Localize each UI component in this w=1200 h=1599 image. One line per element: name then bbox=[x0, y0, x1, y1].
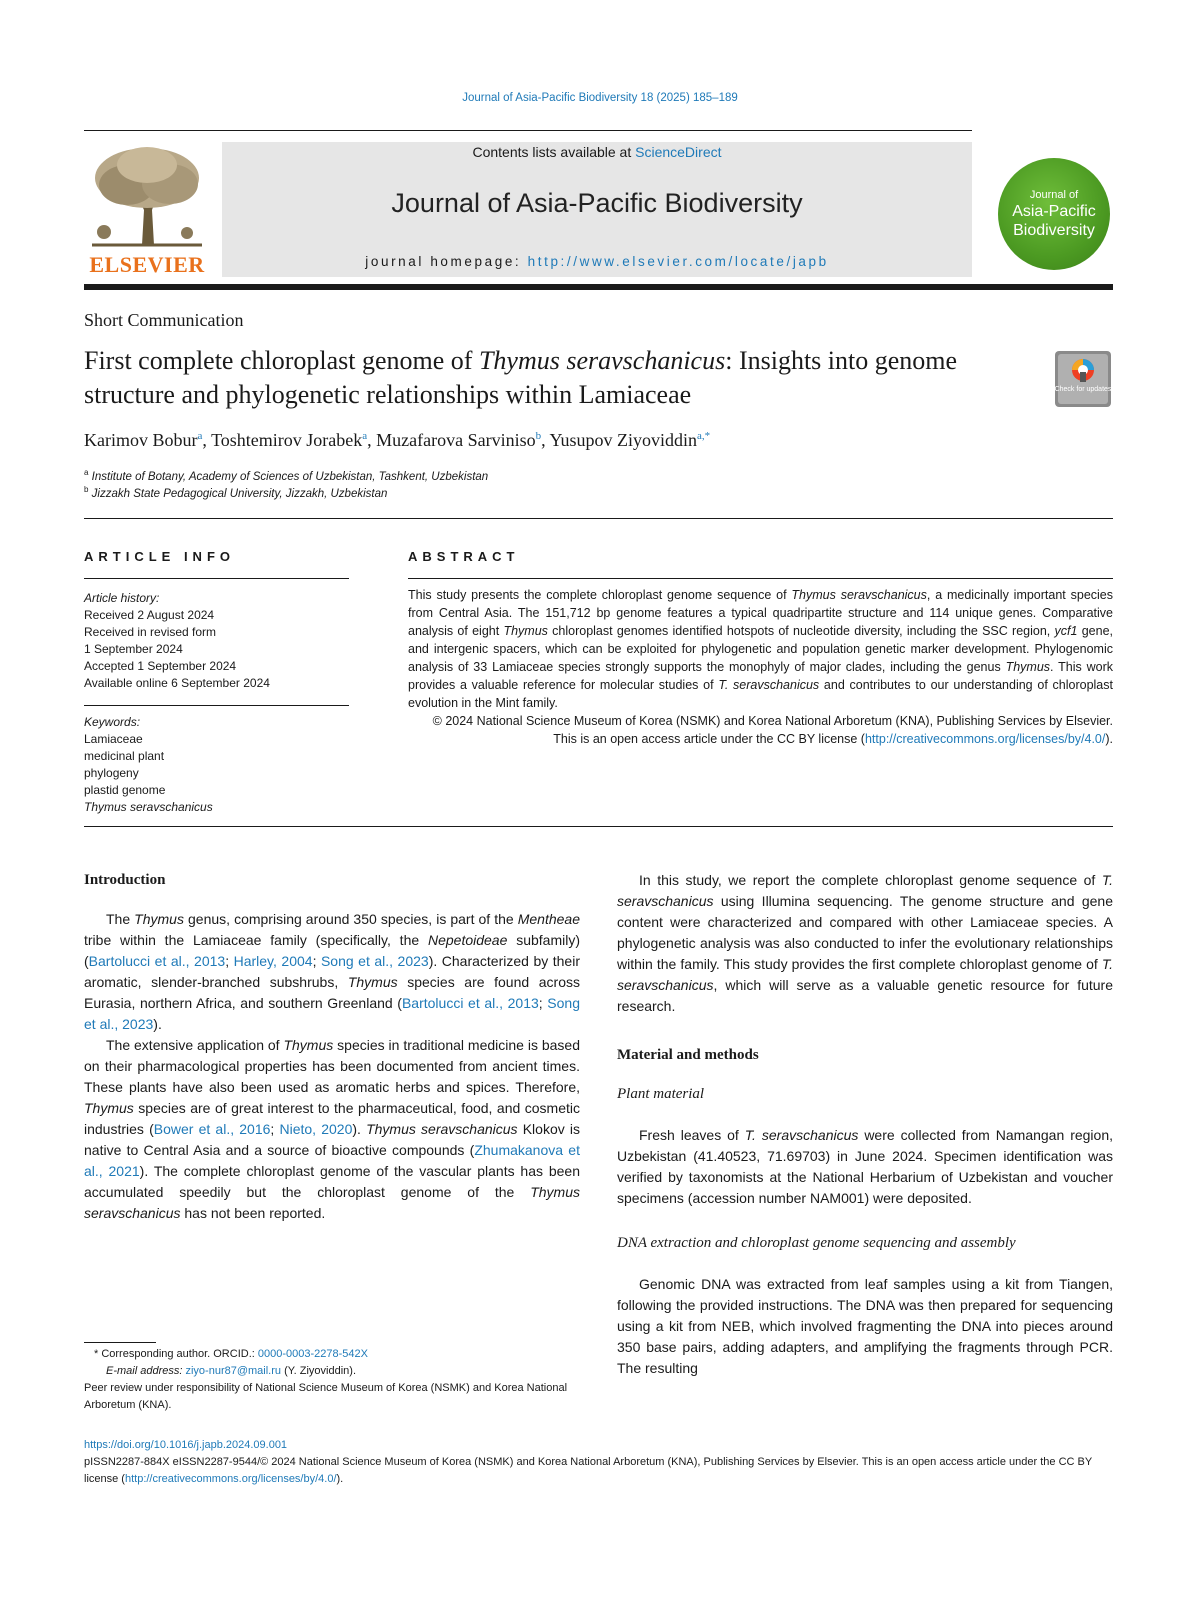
text-run: ; bbox=[270, 1121, 280, 1137]
text-run-italic: Thymus bbox=[134, 911, 184, 927]
abstract-run: chloroplast genomes identified hotspots of nucleotide diversity, including the SSC region, bbox=[547, 624, 1055, 638]
title-species: Thymus seravschanicus bbox=[478, 346, 726, 375]
introduction-heading: Introduction bbox=[84, 872, 166, 888]
license-link[interactable]: http://creativecommons.org/licenses/by/4.0/ bbox=[864, 732, 1106, 746]
article-info bbox=[84, 590, 349, 816]
orcid-link[interactable]: 0000-0003-2278-542X bbox=[257, 1348, 368, 1360]
methods-heading: Material and methods bbox=[617, 1047, 759, 1063]
title-part-1: First complete chloroplast genome of bbox=[84, 346, 479, 375]
abstract-run: and contributes to our understanding of chloroplast evolution in the Mint family. bbox=[408, 678, 1113, 710]
reference-link[interactable]: Harley, 2004 bbox=[233, 953, 313, 969]
keywords-rule bbox=[84, 705, 349, 706]
intro-paragraph-2 bbox=[84, 1035, 580, 1224]
author-name[interactable]: Yusupov Ziyoviddin bbox=[549, 430, 697, 450]
text-run: species in traditional medicine is based on their pharmacological properties has been documented from ancient times. These plants have also been used as aromatic herbs and spices. Therefore, bbox=[84, 1037, 580, 1095]
homepage-prefix: journal homepage: bbox=[365, 254, 528, 269]
abstract-rule bbox=[408, 578, 1113, 579]
abstract-run-italic: ycf1 bbox=[1054, 624, 1078, 638]
text-run-italic: T. seravschanicus bbox=[617, 872, 1113, 909]
dna-extraction-heading: DNA extraction and chloroplast genome sequencing and assembly bbox=[617, 1235, 1016, 1251]
history-item: Received 2 August 2024 bbox=[84, 608, 215, 622]
journal-homepage-line bbox=[222, 254, 972, 269]
affiliation-a bbox=[84, 468, 488, 483]
text-run-italic: Thymus seravschanicus bbox=[366, 1121, 518, 1137]
homepage-link[interactable]: http://www.elsevier.com/locate/japb bbox=[527, 254, 829, 269]
header-rule-top bbox=[84, 130, 972, 131]
author-affiliation-mark[interactable]: a bbox=[197, 430, 203, 442]
keyword: plastid genome bbox=[84, 783, 166, 797]
abstract-run-italic: Thymus bbox=[1005, 660, 1051, 674]
issn-license-line bbox=[84, 1454, 1114, 1488]
issn-end: ). bbox=[336, 1473, 344, 1485]
study-paragraph bbox=[617, 870, 1113, 1017]
reference-link[interactable]: Song et al., 2023 bbox=[84, 995, 580, 1032]
text-run: The extensive application of bbox=[106, 1037, 284, 1053]
abstract-run-italic: Thymus seravschanicus bbox=[791, 588, 927, 602]
abstract-run: gene, and intergenic spacers, which can be exploited for phylogenetic and population genetic marker development. Phylogenomic analysis of 33 Lamiaceae species strongly supports the monophyly of major clades, including the genus bbox=[408, 624, 1114, 674]
affiliation-b bbox=[84, 485, 387, 500]
keywords-label: Keywords: bbox=[84, 715, 141, 729]
article-info-rule bbox=[84, 578, 349, 579]
crossmark-icon bbox=[1054, 350, 1112, 408]
journal-cover-logo bbox=[998, 158, 1110, 270]
article-type: Short Communication bbox=[84, 310, 244, 330]
text-run-italic: Mentheae bbox=[517, 911, 581, 927]
journal-logo-line-3: Biodiversity bbox=[1013, 221, 1095, 239]
corresponding-author-note bbox=[84, 1346, 584, 1363]
copyright-text: © 2024 National Science Museum of Korea (NSMK) and Korea National Arboretum (KNA), Publishing Services by Elsevier. This is an open access article under the CC BY license ( bbox=[432, 714, 1113, 746]
history-label: Article history: bbox=[84, 591, 160, 605]
text-run-italic: Thymus bbox=[283, 1037, 334, 1053]
text-run: has not been reported. bbox=[180, 1205, 326, 1221]
text-run: species are of great interest to the pharmaceutical, food, and cosmetic industries ( bbox=[84, 1100, 580, 1137]
article-title bbox=[84, 344, 1034, 412]
abstract-copyright bbox=[408, 712, 1113, 748]
text-run: species are found across Eurasia, northern Africa, and southern Greenland ( bbox=[84, 974, 581, 1011]
text-run-italic: Thymus seravschanicus bbox=[84, 1184, 580, 1221]
author-name[interactable]: Muzafarova Sarviniso bbox=[376, 430, 536, 450]
footnote-rule bbox=[84, 1342, 156, 1343]
history-item: Available online 6 September 2024 bbox=[84, 676, 270, 690]
keyword: Lamiaceae bbox=[84, 732, 143, 746]
reference-link[interactable]: Nieto, 2020 bbox=[279, 1121, 353, 1137]
text-run-italic: Nepetoideae bbox=[427, 932, 508, 948]
peer-review-note: Peer review under responsibility of National Science Museum of Korea (NSMK) and Korea National Arboretum (KNA). bbox=[84, 1382, 568, 1411]
abstract-run-italic: T. seravschanicus bbox=[718, 678, 820, 692]
text-run: ). Characterized by their aromatic, slender-branched subshrubs, bbox=[84, 953, 580, 990]
abstract-run: , a medicinally important species from Central Asia. The 151,712 bp genome features a typical quadripartite structure and 114 unique genes. Comparative analysis of eight bbox=[408, 588, 1114, 638]
plant-material-paragraph bbox=[617, 1125, 1113, 1209]
author-name[interactable]: Karimov Bobur bbox=[84, 430, 198, 450]
text-run-italic: T. seravschanicus bbox=[744, 1127, 859, 1143]
reference-link[interactable]: Bartolucci et al., 2013 bbox=[401, 995, 539, 1011]
title-part-2: : Insights into genome structure and phylogenetic relationships within Lamiaceae bbox=[84, 346, 958, 409]
text-run: Klokov is native to Central Asia and a source of bioactive compounds ( bbox=[84, 1121, 581, 1158]
footer bbox=[84, 1437, 1114, 1488]
text-run: ). bbox=[352, 1121, 367, 1137]
affiliation-text: Jizzakh State Pedagogical University, Jizzakh, Uzbekistan bbox=[91, 487, 388, 500]
article-info-heading: ARTICLE INFO bbox=[84, 549, 235, 564]
text-run-italic: Thymus bbox=[84, 1100, 134, 1116]
keyword: medicinal plant bbox=[84, 749, 165, 763]
journal-citation[interactable]: Journal of Asia-Pacific Biodiversity 18 (2025) 185–189 bbox=[462, 92, 738, 104]
author-affiliation-mark[interactable]: b bbox=[535, 430, 542, 442]
journal-title: Journal of Asia-Pacific Biodiversity bbox=[391, 188, 803, 218]
keyword: Thymus seravschanicus bbox=[84, 800, 213, 814]
corresponding-prefix: * Corresponding author. ORCID.: bbox=[94, 1348, 258, 1360]
footer-license-link[interactable]: http://creativecommons.org/licenses/by/4.0/ bbox=[124, 1473, 337, 1485]
doi-link[interactable]: https://doi.org/10.1016/j.japb.2024.09.001 bbox=[84, 1439, 288, 1451]
abstract-text bbox=[408, 586, 1113, 748]
text-run: In this study, we report the complete chloroplast genome sequence of bbox=[639, 872, 1102, 888]
plant-material-heading: Plant material bbox=[617, 1086, 705, 1102]
abstract-bottom-rule bbox=[84, 826, 1113, 827]
author-list: Karimov Bobur$^a$, Toshtemirov Jorabek$^a$, Muzafarova Sarviniso$^b$, Yusupov Ziyoviddin$^{a,*}$ bbox=[84, 430, 711, 450]
abstract-run-italic: Thymus bbox=[503, 624, 548, 638]
affiliation-key: a bbox=[84, 468, 89, 477]
text-run: tribe within the Lamiaceae family (specifically, the bbox=[84, 932, 428, 948]
elsevier-logo[interactable] bbox=[82, 140, 212, 280]
text-run: subfamily) ( bbox=[84, 932, 580, 969]
history-item: 1 September 2024 bbox=[84, 642, 183, 656]
abstract-run: . This work provides a valuable reference for molecular studies of bbox=[408, 660, 1113, 692]
copyright-end: ). bbox=[1105, 732, 1113, 746]
elsevier-tree-icon bbox=[82, 140, 212, 250]
reference-link[interactable]: Bower et al., 2016 bbox=[153, 1121, 271, 1137]
abstract-run: This study presents the complete chloroplast genome sequence of bbox=[408, 588, 792, 602]
footnotes bbox=[84, 1346, 584, 1414]
journal-logo-line-1: Journal of bbox=[1029, 188, 1079, 201]
history-item: Received in revised form bbox=[84, 625, 217, 639]
sciencedirect-link[interactable]: ScienceDirect bbox=[635, 144, 722, 160]
reference-link[interactable]: Song et al., 2023 bbox=[320, 953, 429, 969]
affiliation-text: Institute of Botany, Academy of Sciences of Uzbekistan, Tashkent, Uzbekistan bbox=[91, 470, 489, 483]
text-run: genus, comprising around 350 species, is part of the bbox=[183, 911, 518, 927]
reference-link[interactable]: Bartolucci et al., 2013 bbox=[88, 953, 226, 969]
text-run: Fresh leaves of bbox=[639, 1127, 745, 1143]
left-column bbox=[84, 870, 580, 1224]
text-run: ; bbox=[538, 995, 548, 1011]
text-run: ; bbox=[225, 953, 234, 969]
email-link[interactable]: ziyo-nur87@mail.ru bbox=[185, 1365, 282, 1377]
contents-prefix: Contents lists available at bbox=[472, 144, 636, 160]
text-run: The bbox=[106, 911, 135, 927]
text-run: using Illumina sequencing. The genome structure and gene content were characterized and compared with other Lamiaceae species. A phylogenetic analysis was also conducted to infer the evolutionary relationships within the family. This study provides the first complete chloroplast genome of bbox=[617, 893, 1113, 972]
crossmark-label: Check for updates bbox=[1054, 386, 1112, 393]
text-run: ). The complete chloroplast genome of the vascular plants has been accumulated speedily but the chloroplast genome of the bbox=[84, 1163, 580, 1200]
contents-line bbox=[222, 144, 972, 160]
abstract-heading: ABSTRACT bbox=[408, 549, 520, 564]
email-label: E-mail address: bbox=[106, 1365, 186, 1377]
author-affiliation-mark[interactable]: a bbox=[362, 430, 368, 442]
elsevier-wordmark: ELSEVIER bbox=[89, 252, 205, 277]
email-note bbox=[84, 1363, 584, 1380]
text-run-italic: T. seravschanicus bbox=[617, 956, 1113, 993]
keyword: phylogeny bbox=[84, 766, 139, 780]
email-suffix: (Y. Ziyoviddin). bbox=[281, 1365, 357, 1377]
affiliation-key: b bbox=[84, 485, 89, 494]
check-for-updates-badge[interactable] bbox=[1054, 350, 1112, 408]
text-run: ; bbox=[312, 953, 321, 969]
text-run: ). bbox=[153, 1016, 162, 1032]
title-rule bbox=[84, 518, 1113, 519]
text-run: , which will serve as a valuable genetic resource for future research. bbox=[617, 977, 1113, 1014]
journal-logo-line-2: Asia-Pacific bbox=[1012, 202, 1096, 220]
issn-text: pISSN2287-884X eISSN2287-9544/© 2024 National Science Museum of Korea (NSMK) and Korea National Arboretum (KNA), Publishing Services by Elsevier. This is an open access article under the CC BY license ( bbox=[84, 1456, 1092, 1485]
author-affiliation-mark[interactable]: a,* bbox=[696, 430, 711, 442]
intro-paragraph-1 bbox=[84, 909, 580, 1035]
reference-link[interactable]: Zhumakanova et al., 2021 bbox=[84, 1142, 580, 1179]
text-run: were collected from Namangan region, Uzbekistan (41.40523, 71.69703) in June 2024. Specimen identification was verified by taxonomists at the National Herbarium of Uzbekistan and voucher specimens (accession number NAM001) were deposited. bbox=[617, 1127, 1113, 1206]
dna-extraction-paragraph: Genomic DNA was extracted from leaf samples using a kit from Tiangen, following the provided instructions. The DNA was then prepared for sequencing using a kit from NEB, which involved fragmenting the DNA into pieces around 350 base pairs, adding adapters, and amplifying the fragments through PCR. The resulting bbox=[617, 1276, 1113, 1376]
text-run-italic: Thymus bbox=[347, 974, 398, 990]
author-name[interactable]: Toshtemirov Jorabek bbox=[211, 430, 363, 450]
right-column bbox=[617, 870, 1113, 1379]
history-item: Accepted 1 September 2024 bbox=[84, 659, 237, 673]
header-rule-thick bbox=[84, 284, 1113, 290]
